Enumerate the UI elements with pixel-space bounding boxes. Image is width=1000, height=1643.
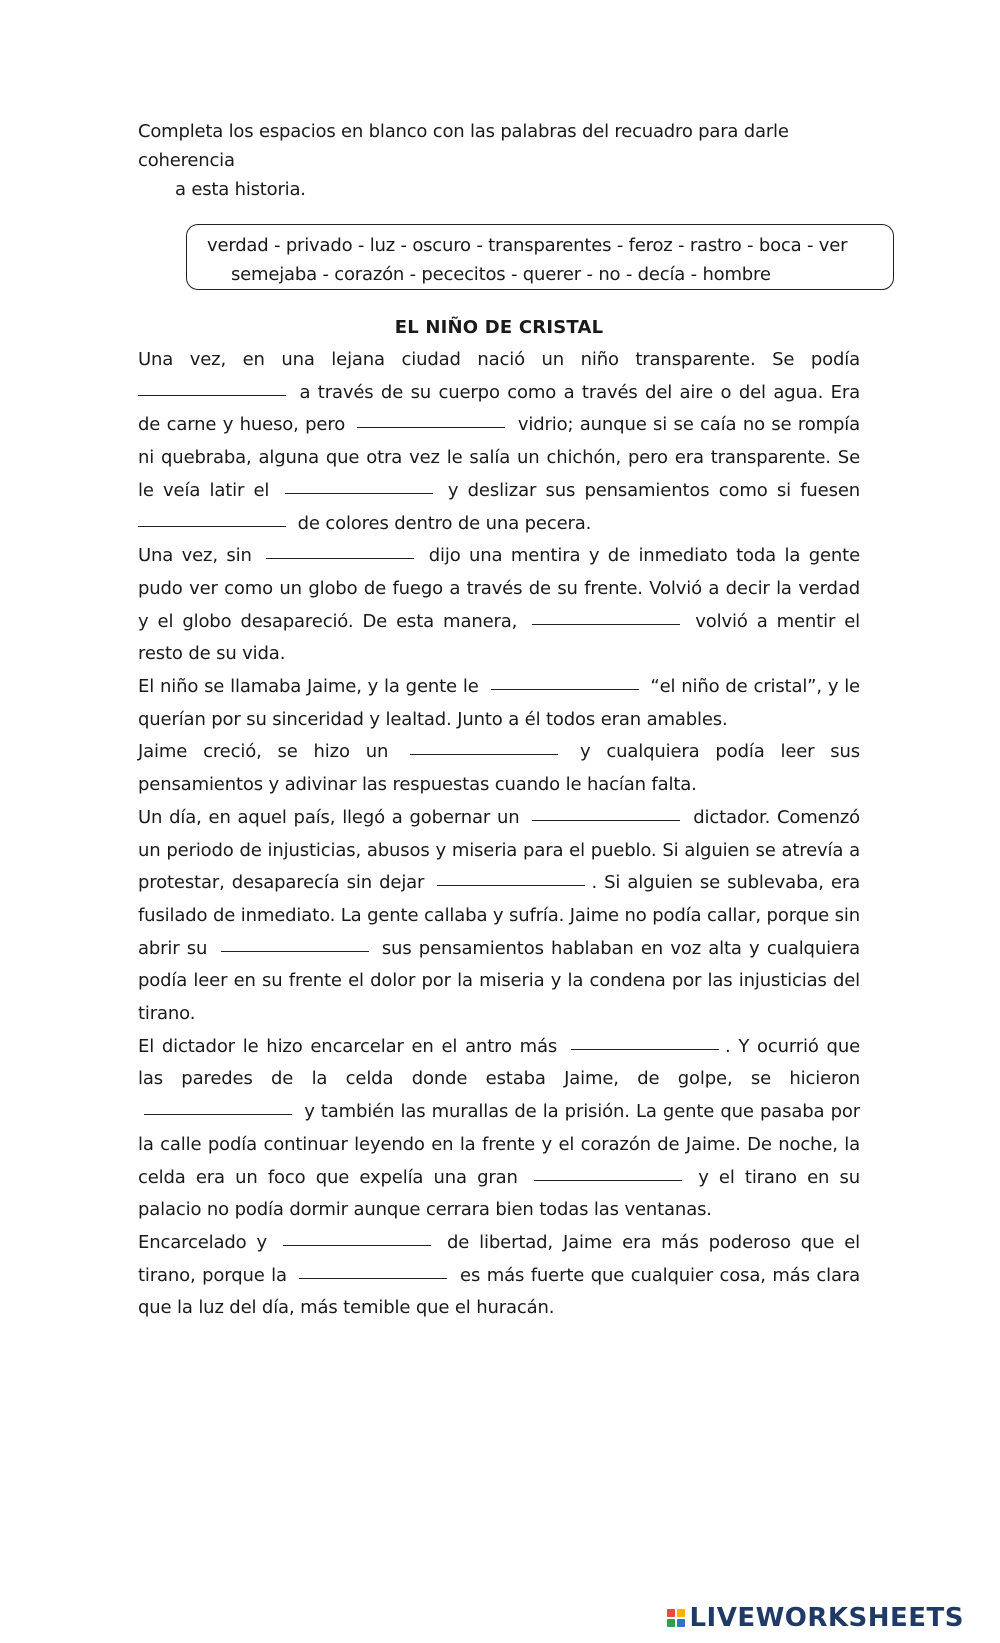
logo-block-red: [667, 1609, 675, 1617]
blank-13[interactable]: [144, 1113, 292, 1115]
word-bank-line-2: semejaba - corazón - pececitos - querer - no - decía - hombre: [231, 264, 771, 285]
word-bank-box: [186, 224, 894, 290]
logo-blocks-icon: [667, 1609, 685, 1627]
text-segment: y el tirano en su palacio no podía dormir aunque cerrara bien todas las ventanas.: [138, 1166, 861, 1221]
paragraph-5: [138, 802, 860, 1031]
text-segment: Un día, en aquel país, llegó a gobernar un: [138, 806, 520, 828]
blank-9[interactable]: [532, 819, 680, 821]
blank-5[interactable]: [266, 557, 414, 559]
blank-3[interactable]: [285, 492, 433, 494]
worksheet: [138, 117, 860, 1325]
paragraph-4: [138, 736, 860, 801]
blank-11[interactable]: [221, 950, 369, 952]
text-segment: . Y ocurrió que las paredes de la celda donde estaba Jaime, de golpe, se hicieron: [138, 1035, 861, 1090]
paragraph-6: [138, 1031, 860, 1227]
paragraph-7: [138, 1227, 860, 1325]
text-segment: . Si alguien se sublevaba, era fusilado de inmediato. La gente callaba y sufría. Jaime no podía callar, porque sin abrir su: [138, 872, 860, 959]
instructions: [138, 117, 860, 204]
text-segment: de libertad, Jaime era más poderoso que el tirano, porque la: [138, 1231, 861, 1286]
text-segment: “el niño de cristal”, y le querían por su sinceridad y lealtad. Junto a él todos eran amables.: [138, 676, 860, 730]
paragraph-1: [138, 344, 860, 540]
text-segment: Encarcelado y: [138, 1231, 267, 1253]
story-body: [138, 344, 860, 1325]
blank-2[interactable]: [357, 426, 505, 428]
blank-6[interactable]: [532, 623, 680, 625]
text-segment: Jaime creció, se hizo un: [138, 741, 389, 763]
logo-block-blue: [677, 1619, 685, 1627]
paragraph-2: [138, 540, 860, 671]
text-segment: Una vez, sin: [138, 545, 252, 567]
blank-10[interactable]: [437, 884, 585, 886]
text-segment: vidrio; aunque si se caía no se rompía ni quebraba, alguna que otra vez le salía un chichón, pero era transparente. Se le veía latir el: [138, 414, 860, 501]
text-segment: volvió a mentir el resto de su vida.: [138, 610, 860, 665]
instructions-line-1: Completa los espacios en blanco con las palabras del recuadro para darle coherencia: [138, 121, 789, 171]
blank-1[interactable]: [138, 394, 286, 396]
text-segment: sus pensamientos hablaban en voz alta y cualquiera podía leer en su frente el dolor por la miseria y la condena por las injusticias del tirano.: [138, 937, 860, 1025]
word-bank-line-1: verdad - privado - luz - oscuro - transparentes - feroz - rastro - boca - ver: [207, 235, 848, 256]
story-title: EL NIÑO DE CRISTAL: [394, 317, 604, 338]
text-segment: dictador. Comenzó un periodo de injusticias, abusos y miseria para el pueblo. Si alguien se atrevía a protestar, desaparecía sin dejar: [138, 806, 861, 894]
text-segment: El niño se llamaba Jaime, y la gente le: [138, 676, 479, 698]
blank-15[interactable]: [283, 1244, 431, 1246]
text-segment: de colores dentro de una pecera.: [297, 512, 592, 534]
instructions-line-2: a esta historia.: [175, 179, 306, 200]
logo-block-yellow: [677, 1609, 685, 1617]
text-segment: a través de su cuerpo como a través del aire o del agua. Era de carne y hueso, pero: [138, 381, 860, 436]
blank-7[interactable]: [491, 688, 639, 690]
text-segment: Una vez, en una lejana ciudad nació un niño transparente. Se podía: [138, 349, 860, 370]
text-segment: y deslizar sus pensamientos como si fuesen: [447, 479, 860, 501]
blank-4[interactable]: [138, 525, 286, 527]
liveworksheets-logo: [667, 1603, 964, 1633]
text-segment: El dictador le hizo encarcelar en el antro más: [138, 1035, 558, 1057]
text-segment: dijo una mentira y de inmediato toda la gente pudo ver como un globo de fuego a través de su frente. Volvió a decir la verdad y el globo desapareció. De esta manera,: [138, 545, 861, 632]
logo-block-green: [667, 1619, 675, 1627]
text-segment: y cualquiera podía leer sus pensamientos y adivinar las respuestas cuando le hacían falta.: [138, 741, 861, 796]
text-segment: es más fuerte que cualquier cosa, más clara que la luz del día, más temible que el huracán.: [138, 1264, 860, 1319]
logo-text: LIVEWORKSHEETS: [689, 1603, 964, 1633]
blank-8[interactable]: [410, 753, 558, 755]
paragraph-3: [138, 671, 860, 736]
blank-16[interactable]: [299, 1277, 447, 1279]
blank-14[interactable]: [534, 1179, 682, 1181]
blank-12[interactable]: [571, 1048, 719, 1050]
text-segment: y también las murallas de la prisión. La gente que pasaba por la calle podía continuar leyendo en la frente y el corazón de Jaime. De noche, la celda era un foco que expelía una gran: [138, 1101, 861, 1188]
